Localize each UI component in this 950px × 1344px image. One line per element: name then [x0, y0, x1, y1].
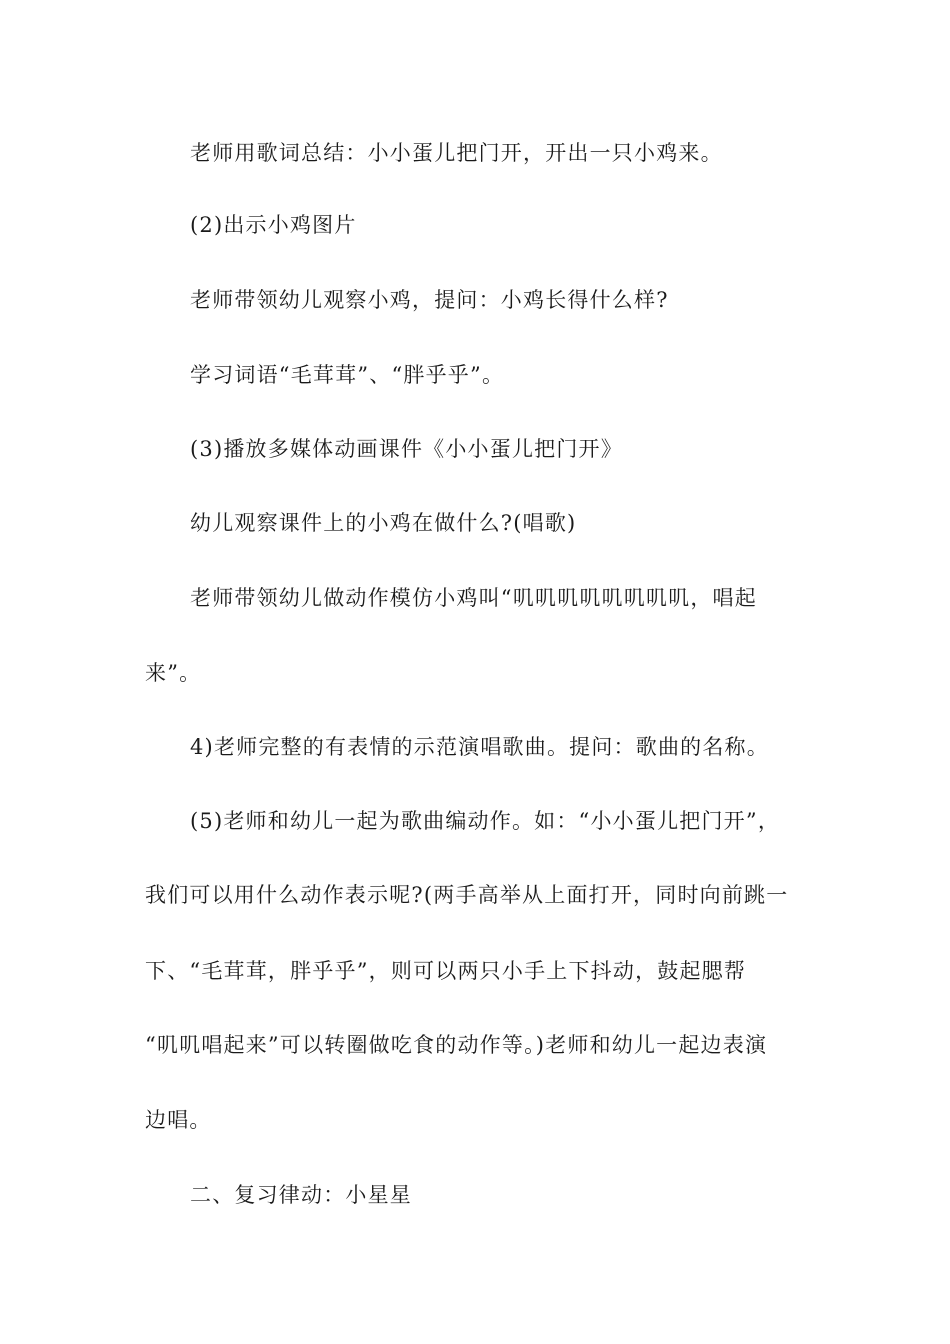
paragraph-line: 老师带领幼儿观察小鸡，提问：小鸡长得什么样? — [190, 288, 669, 312]
paragraph-line: (5)老师和幼儿一起为歌曲编动作。如：“小小蛋儿把门开”， — [190, 809, 781, 833]
paragraph-line: (2)出示小鸡图片 — [190, 213, 357, 237]
paragraph-line: 下、“毛茸茸，胖乎乎”，则可以两只小手上下抖动，鼓起腮帮 — [145, 959, 747, 983]
paragraph-line: (3)播放多媒体动画课件《小小蛋儿把门开》 — [190, 437, 623, 461]
paragraph-line: 老师带领幼儿做动作模仿小鸡叫“叽叽叽叽叽叽叽叽，唱起 — [190, 586, 757, 610]
paragraph-line: 4)老师完整的有表情的示范演唱歌曲。提问：歌曲的名称。 — [190, 735, 769, 759]
paragraph-line: 老师用歌词总结：小小蛋儿把门开，开出一只小鸡来。 — [190, 141, 723, 165]
paragraph-line: 幼儿观察课件上的小鸡在做什么?(唱歌) — [190, 511, 577, 535]
paragraph-line: 学习词语“毛茸茸”、“胖乎乎”。 — [190, 363, 505, 387]
paragraph-line: 来”。 — [145, 661, 202, 685]
paragraph-line: 边唱。 — [145, 1108, 212, 1132]
section-heading: 二、复习律动：小星星 — [190, 1183, 412, 1207]
paragraph-line: 我们可以用什么动作表示呢?(两手高举从上面打开，同时向前跳一 — [145, 883, 789, 907]
paragraph-line: “叽叽唱起来”可以转圈做吃食的动作等。)老师和幼儿一起边表演 — [145, 1033, 768, 1057]
